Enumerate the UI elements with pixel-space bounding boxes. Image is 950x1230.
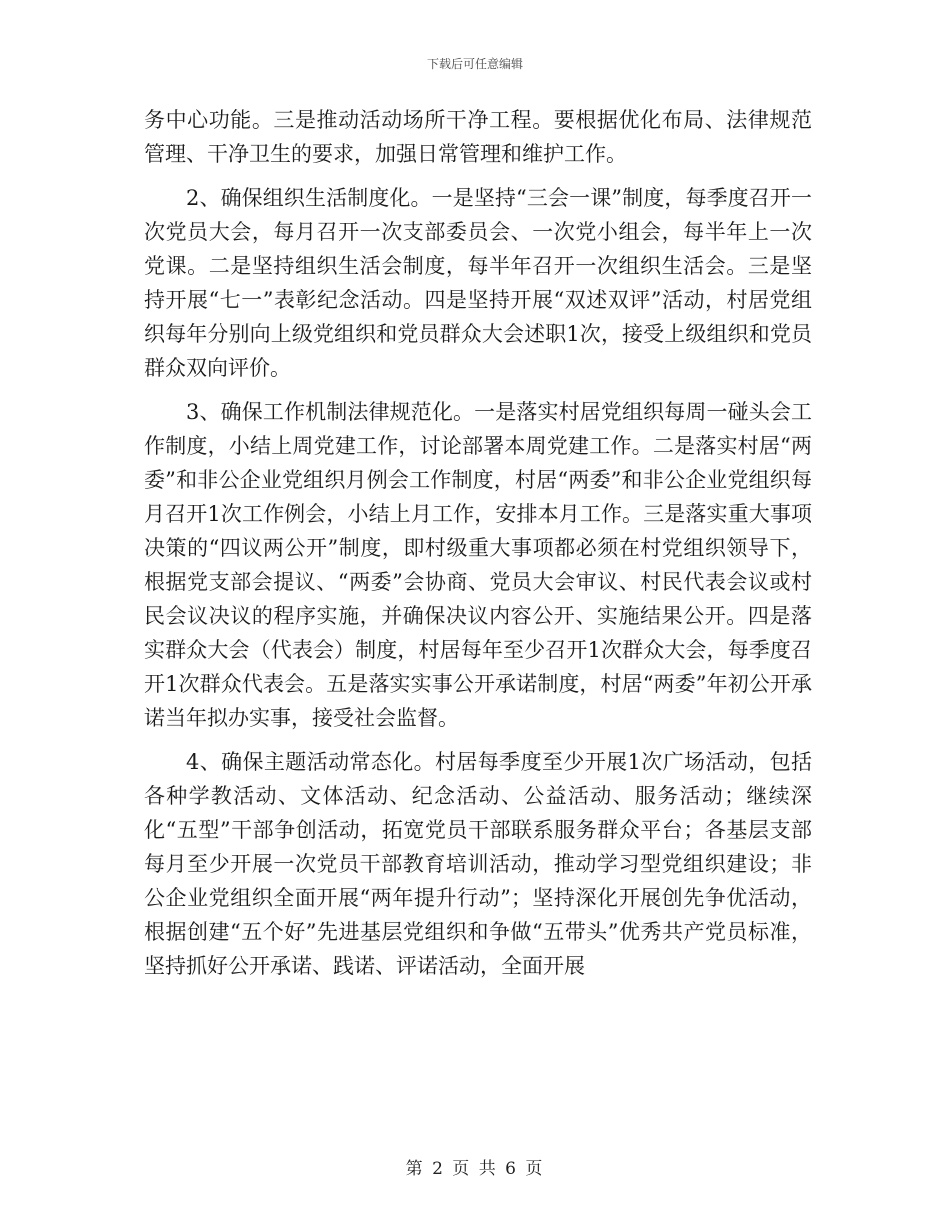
- document-body: [144, 103, 812, 983]
- paragraph-item-2: 2、确保组织生活制度化。一是坚持“三会一课”制度，每季度召开一次党员大会，每月召开一次支部委员会、一次党小组会，每半年上一次党课。二是坚持组织生活会制度，每半年召开一次组织生活会。三是坚持开展“七一”表彰纪念活动。四是坚持开展“双述双评”活动，村居党组织每年分别向上级党组织和党员群众大会述职1次，接受上级组织和党员群众双向评价。: [144, 186, 812, 380]
- page-footer: 第 2 页 共 6 页: [405, 1159, 545, 1179]
- paragraph-item-3: 3、确保工作机制法律规范化。一是落实村居党组织每周一碰头会工作制度，小结上周党建工作，讨论部署本周党建工作。二是落实村居“两委”和非公企业党组织月例会工作制度，村居“两委”和非公企业党组织每月召开1次工作例会，小结上月工作，安排本月工作。三是落实重大事项决策的“四议两公开”制度，即村级重大事项都必须在村党组织领导下，根据党支部会提议、“两委”会协商、党员大会审议、村民代表会议或村民会议决议的程序实施，并确保决议内容公开、实施结果公开。四是落实群众大会（代表会）制度，村居每年至少召开1次群众大会，每季度召开1次群众代表会。五是落实实事公开承诺制度，村居“两委”年初公开承诺当年拟办实事，接受社会监督。: [144, 400, 812, 730]
- paragraph-continuation: 务中心功能。三是推动活动场所干净工程。要根据优化布局、法律规范管理、干净卫生的要求，加强日常管理和维护工作。: [144, 108, 812, 166]
- paragraph-item-4: 4、确保主题活动常态化。村居每季度至少开展1次广场活动，包括各种学教活动、文体活动、纪念活动、公益活动、服务活动；继续深化“五型”干部争创活动，拓宽党员干部联系服务群众平台；各基层支部每月至少开展一次党员干部教育培训活动，推动学习型党组织建设；非公企业党组织全面开展“两年提升行动”；坚持深化开展创先争优活动，根据创建“五个好”先进基层党组织和争做“五带头”优秀共产党员标准，坚持抓好公开承诺、践诺、评诺活动，全面开展: [144, 750, 812, 978]
- page-header: 下载后可任意编辑: [426, 57, 523, 71]
